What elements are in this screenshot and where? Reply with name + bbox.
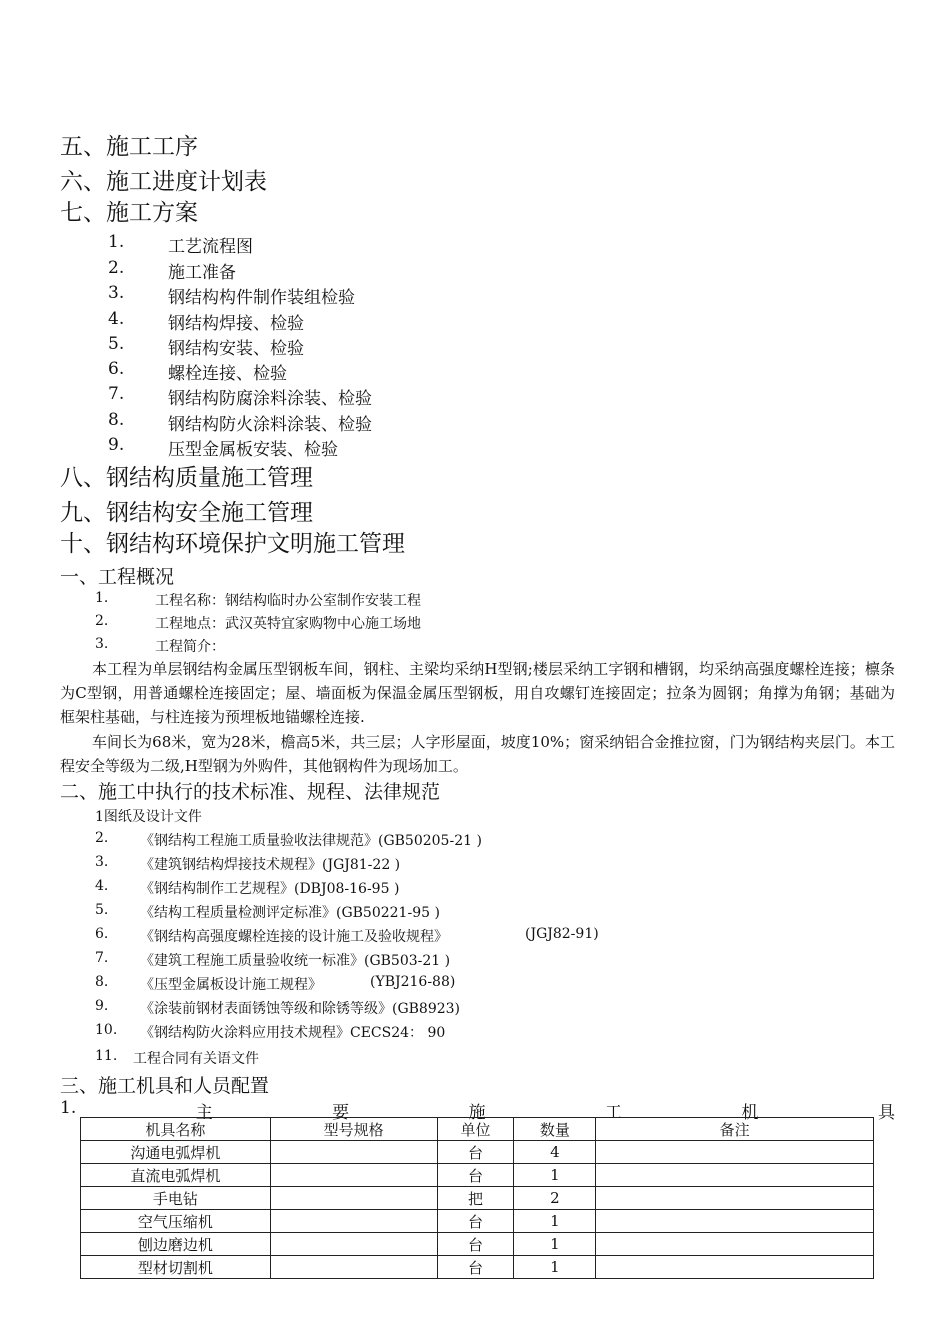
standard-num: 3. (95, 854, 109, 870)
cell-name: 沟通电弧焊机 (81, 1141, 271, 1164)
cell-unit: 台 (437, 1164, 514, 1187)
standard-num: 8. (95, 974, 109, 990)
equipment-subtitle-char: 主 (195, 1103, 213, 1123)
cell-name: 刨边磨边机 (81, 1233, 271, 1256)
standard-text: 图纸及设计文件 (103, 809, 202, 825)
plan-item-text: 压型金属板安装、检验 (168, 440, 338, 460)
table-row (81, 1187, 874, 1210)
standard-num: 2. (95, 830, 109, 846)
standard-text: 工程合同有关语文件 (133, 1051, 259, 1067)
overview-paragraph-1: 本工程为单层钢结构金属压型钢板车间，钢柱、主梁均采纳H型钢;楼层采纳工字钢和槽钢，均采纳高强度螺栓连接；檩条为C型钢，用普通螺栓连接固定；屋、墙面板为保温金属压型钢板，用自攻螺钉连接固定；拉条为圆钢；角撑为角钢；基础为框架柱基础，与柱连接为预埋板地锚螺栓连接. (60, 660, 895, 726)
section-title-equipment: 三、施工机具和人员配置 (60, 1075, 270, 1097)
cell-name: 空气压缩机 (81, 1210, 271, 1233)
standard-num: 7. (95, 950, 109, 966)
toc-item-5: 五、施工工序 (60, 134, 198, 160)
cell-remarks (596, 1233, 874, 1256)
cell-unit: 台 (437, 1233, 514, 1256)
cell-quantity: 1 (514, 1233, 596, 1256)
standard-text: 《钢结构制作工艺规程》(DBJ08-16-95 ) (140, 881, 400, 897)
plan-item-text: 钢结构焊接、检验 (168, 314, 304, 334)
standard-text: 《建筑钢结构焊接技术规程》(JGJ81-22 ) (140, 857, 401, 873)
cell-remarks (596, 1256, 874, 1279)
cell-name: 型材切割机 (81, 1256, 271, 1279)
toc-item-9: 九、钢结构安全施工管理 (60, 500, 313, 526)
cell-unit: 把 (437, 1187, 514, 1210)
plan-item-num: 8. (108, 410, 125, 430)
plan-item-text: 钢结构防腐涂料涂装、检验 (168, 389, 372, 409)
cell-remarks (596, 1164, 874, 1187)
col-header-remarks: 备注 (596, 1118, 874, 1141)
plan-item-text: 钢结构安装、检验 (168, 339, 304, 359)
standard-text: 《钢结构防火涂料应用技术规程》CECS24： 90 (140, 1025, 446, 1041)
plan-item-num: 7. (108, 384, 125, 404)
table-row (81, 1256, 874, 1279)
cell-unit: 台 (437, 1256, 514, 1279)
standard-text: 《压型金属板设计施工规程》 (140, 977, 322, 993)
cell-model (270, 1164, 437, 1187)
toc-item-6: 六、施工进度计划表 (60, 169, 267, 195)
cell-remarks (596, 1141, 874, 1164)
plan-item-num: 6. (108, 359, 125, 379)
plan-item-text: 工艺流程图 (168, 237, 253, 257)
col-header-model: 型号规格 (270, 1118, 437, 1141)
equipment-subtitle-char: 施 (468, 1103, 486, 1123)
standard-text: 《涂装前钢材表面锈蚀等级和除锈等级》(GB8923) (140, 1001, 461, 1017)
equipment-subtitle-char: 机 (741, 1103, 759, 1123)
plan-item-text: 螺栓连接、检验 (168, 364, 287, 384)
cell-quantity: 1 (514, 1210, 596, 1233)
overview-item-num: 3. (95, 636, 109, 652)
table-row (81, 1141, 874, 1164)
overview-item-text: 工程地点：武汉英特宜家购物中心施工场地 (155, 616, 421, 632)
plan-item-text: 钢结构防火涂料涂装、检验 (168, 415, 372, 435)
cell-quantity: 1 (514, 1256, 596, 1279)
toc-item-10: 十、钢结构环境保护文明施工管理 (60, 531, 405, 557)
equipment-subtitle-char: 要 (332, 1103, 350, 1123)
cell-quantity: 2 (514, 1187, 596, 1210)
toc-item-8: 八、钢结构质量施工管理 (60, 465, 313, 491)
plan-item-num: 4. (108, 309, 125, 329)
standard-num: 9. (95, 998, 109, 1014)
col-header-name: 机具名称 (81, 1118, 271, 1141)
standard-num: 6. (95, 926, 109, 942)
cell-model (270, 1233, 437, 1256)
equipment-table (80, 1117, 874, 1279)
equipment-subtitle-char: 工 (605, 1103, 623, 1123)
plan-item-text: 钢结构构件制作装组检验 (168, 288, 355, 308)
overview-item-text: 工程名称：钢结构临时办公室制作安装工程 (155, 593, 421, 609)
cell-remarks (596, 1210, 874, 1233)
plan-item-num: 3. (108, 283, 125, 303)
table-row (81, 1233, 874, 1256)
cell-name: 直流电弧焊机 (81, 1164, 271, 1187)
overview-item-num: 2. (95, 613, 109, 629)
standard-num: 5. (95, 902, 109, 918)
overview-item-text: 工程简介： (155, 639, 225, 655)
cell-model (270, 1187, 437, 1210)
section-title-overview: 一、工程概况 (60, 566, 175, 588)
standard-num: 1 (95, 809, 104, 825)
standard-num: 4. (95, 878, 109, 894)
standard-num: 10. (95, 1022, 118, 1038)
table-row (81, 1210, 874, 1233)
table-header-row (81, 1118, 874, 1141)
plan-item-num: 9. (108, 435, 125, 455)
standard-text: 《建筑工程施工质量验收统一标准》(GB503-21 ) (140, 953, 451, 969)
cell-model (270, 1210, 437, 1233)
overview-paragraph-2: 车间长为68米，宽为28米，檐高5米，共三层；人字形屋面，坡度10%；窗采纳铝合金推拉窗，门为钢结构夹层门。本工程安全等级为二级,H型钢为外购件，其他钢构件为现场加工。 (60, 733, 895, 775)
standard-text: 《钢结构高强度螺栓连接的设计施工及验收规程》 (140, 929, 448, 945)
plan-item-num: 5. (108, 334, 125, 354)
cell-unit: 台 (437, 1210, 514, 1233)
standard-text: 《钢结构工程施工质量验收法律规范》(GB50205-21 ) (140, 833, 482, 849)
cell-remarks (596, 1187, 874, 1210)
standard-code: (JGJ82-91) (525, 926, 599, 942)
plan-item-num: 1. (108, 232, 125, 252)
col-header-unit: 单位 (437, 1118, 514, 1141)
standard-text: 《结构工程质量检测评定标准》(GB50221-95 ) (140, 905, 440, 921)
cell-quantity: 1 (514, 1164, 596, 1187)
cell-model (270, 1256, 437, 1279)
equipment-subtitle-char: 具 (877, 1103, 895, 1123)
cell-model (270, 1141, 437, 1164)
equipment-subtitle-num: 1. (60, 1098, 77, 1118)
overview-item-num: 1. (95, 590, 109, 606)
standard-code: (YBJ216-88) (370, 974, 456, 990)
cell-unit: 台 (437, 1141, 514, 1164)
standard-item (95, 806, 202, 826)
standard-num: 11. (95, 1048, 118, 1064)
plan-item-text: 施工准备 (168, 263, 236, 283)
table-row (81, 1164, 874, 1187)
toc-item-7: 七、施工方案 (60, 200, 198, 226)
cell-quantity: 4 (514, 1141, 596, 1164)
section-title-standards: 二、施工中执行的技术标准、规程、法律规范 (60, 781, 441, 803)
cell-name: 手电钻 (81, 1187, 271, 1210)
col-header-quantity: 数量 (514, 1118, 596, 1141)
plan-item-num: 2. (108, 258, 125, 278)
